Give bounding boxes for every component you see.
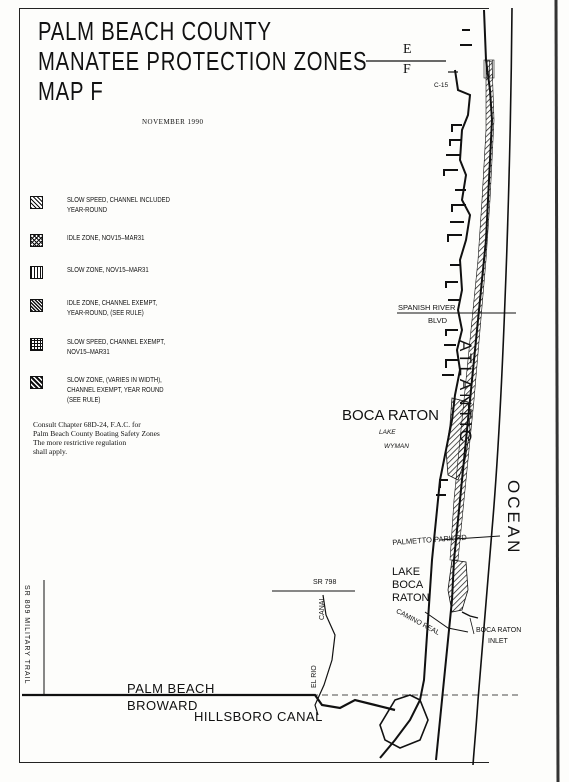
legend-line: CHANNEL EXEMPT, YEAR ROUND [67, 387, 164, 394]
legend-line: SLOW SPEED, CHANNEL EXEMPT, [67, 339, 165, 346]
note-line: shall apply. [33, 447, 68, 456]
diagonal-hatch-swatch [30, 196, 43, 209]
grid-swatch [30, 338, 43, 351]
label-hillsboro: HILLSBORO CANAL [194, 709, 323, 724]
inlet-arrow [470, 618, 474, 634]
heavy-diagonal-swatch [30, 376, 43, 389]
cross-hatch-swatch [30, 234, 43, 247]
legend-line: SLOW SPEED, CHANNEL INCLUDED [67, 197, 170, 204]
label-palmetto: PALMETTO PARK RD [392, 532, 468, 547]
legend-line: IDLE ZONE, NOV15–MAR31 [67, 235, 145, 242]
title-line-2: MANATEE PROTECTION ZONES [38, 46, 368, 76]
label-c15: C-15 [434, 82, 449, 89]
label-wyman: WYMAN [384, 443, 409, 450]
label-lake-boca-3: RATON [392, 592, 430, 604]
legend-line: YEAR-ROUND, (SEE RULE) [67, 310, 144, 317]
label-lake-boca-2: BOCA [392, 579, 424, 591]
slow-zone-strip [450, 60, 494, 560]
label-lake: LAKE [379, 429, 396, 436]
label-lake-boca-1: LAKE [392, 566, 421, 578]
legend-line: SLOW ZONE, NOV15–MAR31 [67, 267, 149, 274]
label-inlet-2: INLET [488, 638, 508, 645]
boca-raton-inlet [462, 612, 478, 618]
label-broward: BROWARD [127, 698, 198, 713]
legend-line: SLOW ZONE, (VARIES IN WIDTH), [67, 377, 162, 384]
legend-text [67, 266, 203, 276]
hillsboro-mouth [380, 695, 428, 748]
legend-text [67, 338, 203, 358]
legend-line: YEAR-ROUND [67, 207, 108, 214]
legend-text [67, 299, 203, 319]
key-map-f: F [403, 62, 411, 77]
lake-boca-raton [448, 560, 468, 612]
regulation-note [33, 420, 213, 456]
label-palm-beach: PALM BEACH [127, 681, 215, 696]
label-canal: CANAL [319, 596, 326, 620]
dense-hatch-swatch [30, 299, 43, 312]
legend-line: NOV15–MAR31 [67, 349, 110, 356]
note-line: Consult Chapter 68D-24, F.A.C. for [33, 420, 141, 429]
legend-line: IDLE ZONE, CHANNEL EXEMPT, [67, 300, 158, 307]
title-line-1: PALM BEACH COUNTY [38, 16, 272, 46]
map-date: NOVEMBER 1990 [142, 118, 204, 126]
idle-zone-block-north [484, 60, 494, 78]
vertical-hatch-swatch [30, 266, 43, 279]
note-line: Palm Beach County Boating Safety Zones [33, 429, 160, 438]
legend-text [67, 196, 203, 216]
label-boca-raton: BOCA RATON [342, 407, 439, 424]
note-line: The more restrictive regulation [33, 438, 127, 447]
legend-text [67, 376, 203, 406]
legend-text [67, 234, 203, 244]
hillsboro-canal [22, 695, 395, 710]
label-spanish-river: SPANISH RIVER [398, 303, 456, 312]
label-sr809: SR 809 MILITARY TRAIL [23, 585, 30, 685]
title-line-3: MAP F [38, 76, 104, 106]
key-map-e: E [403, 42, 412, 57]
label-camino-real: CAMINO REAL [394, 608, 441, 637]
legend-line: (SEE RULE) [67, 397, 101, 404]
label-inlet-1: BOCA RATON [476, 627, 522, 634]
label-blvd: BLVD [428, 316, 448, 325]
label-sr798: SR 798 [313, 579, 337, 586]
sheet-edge [556, 0, 558, 782]
label-atlantic: ATLANTIC [456, 340, 475, 445]
label-ocean: OCEAN [504, 480, 523, 556]
label-el-rio: EL RIO [311, 665, 318, 688]
